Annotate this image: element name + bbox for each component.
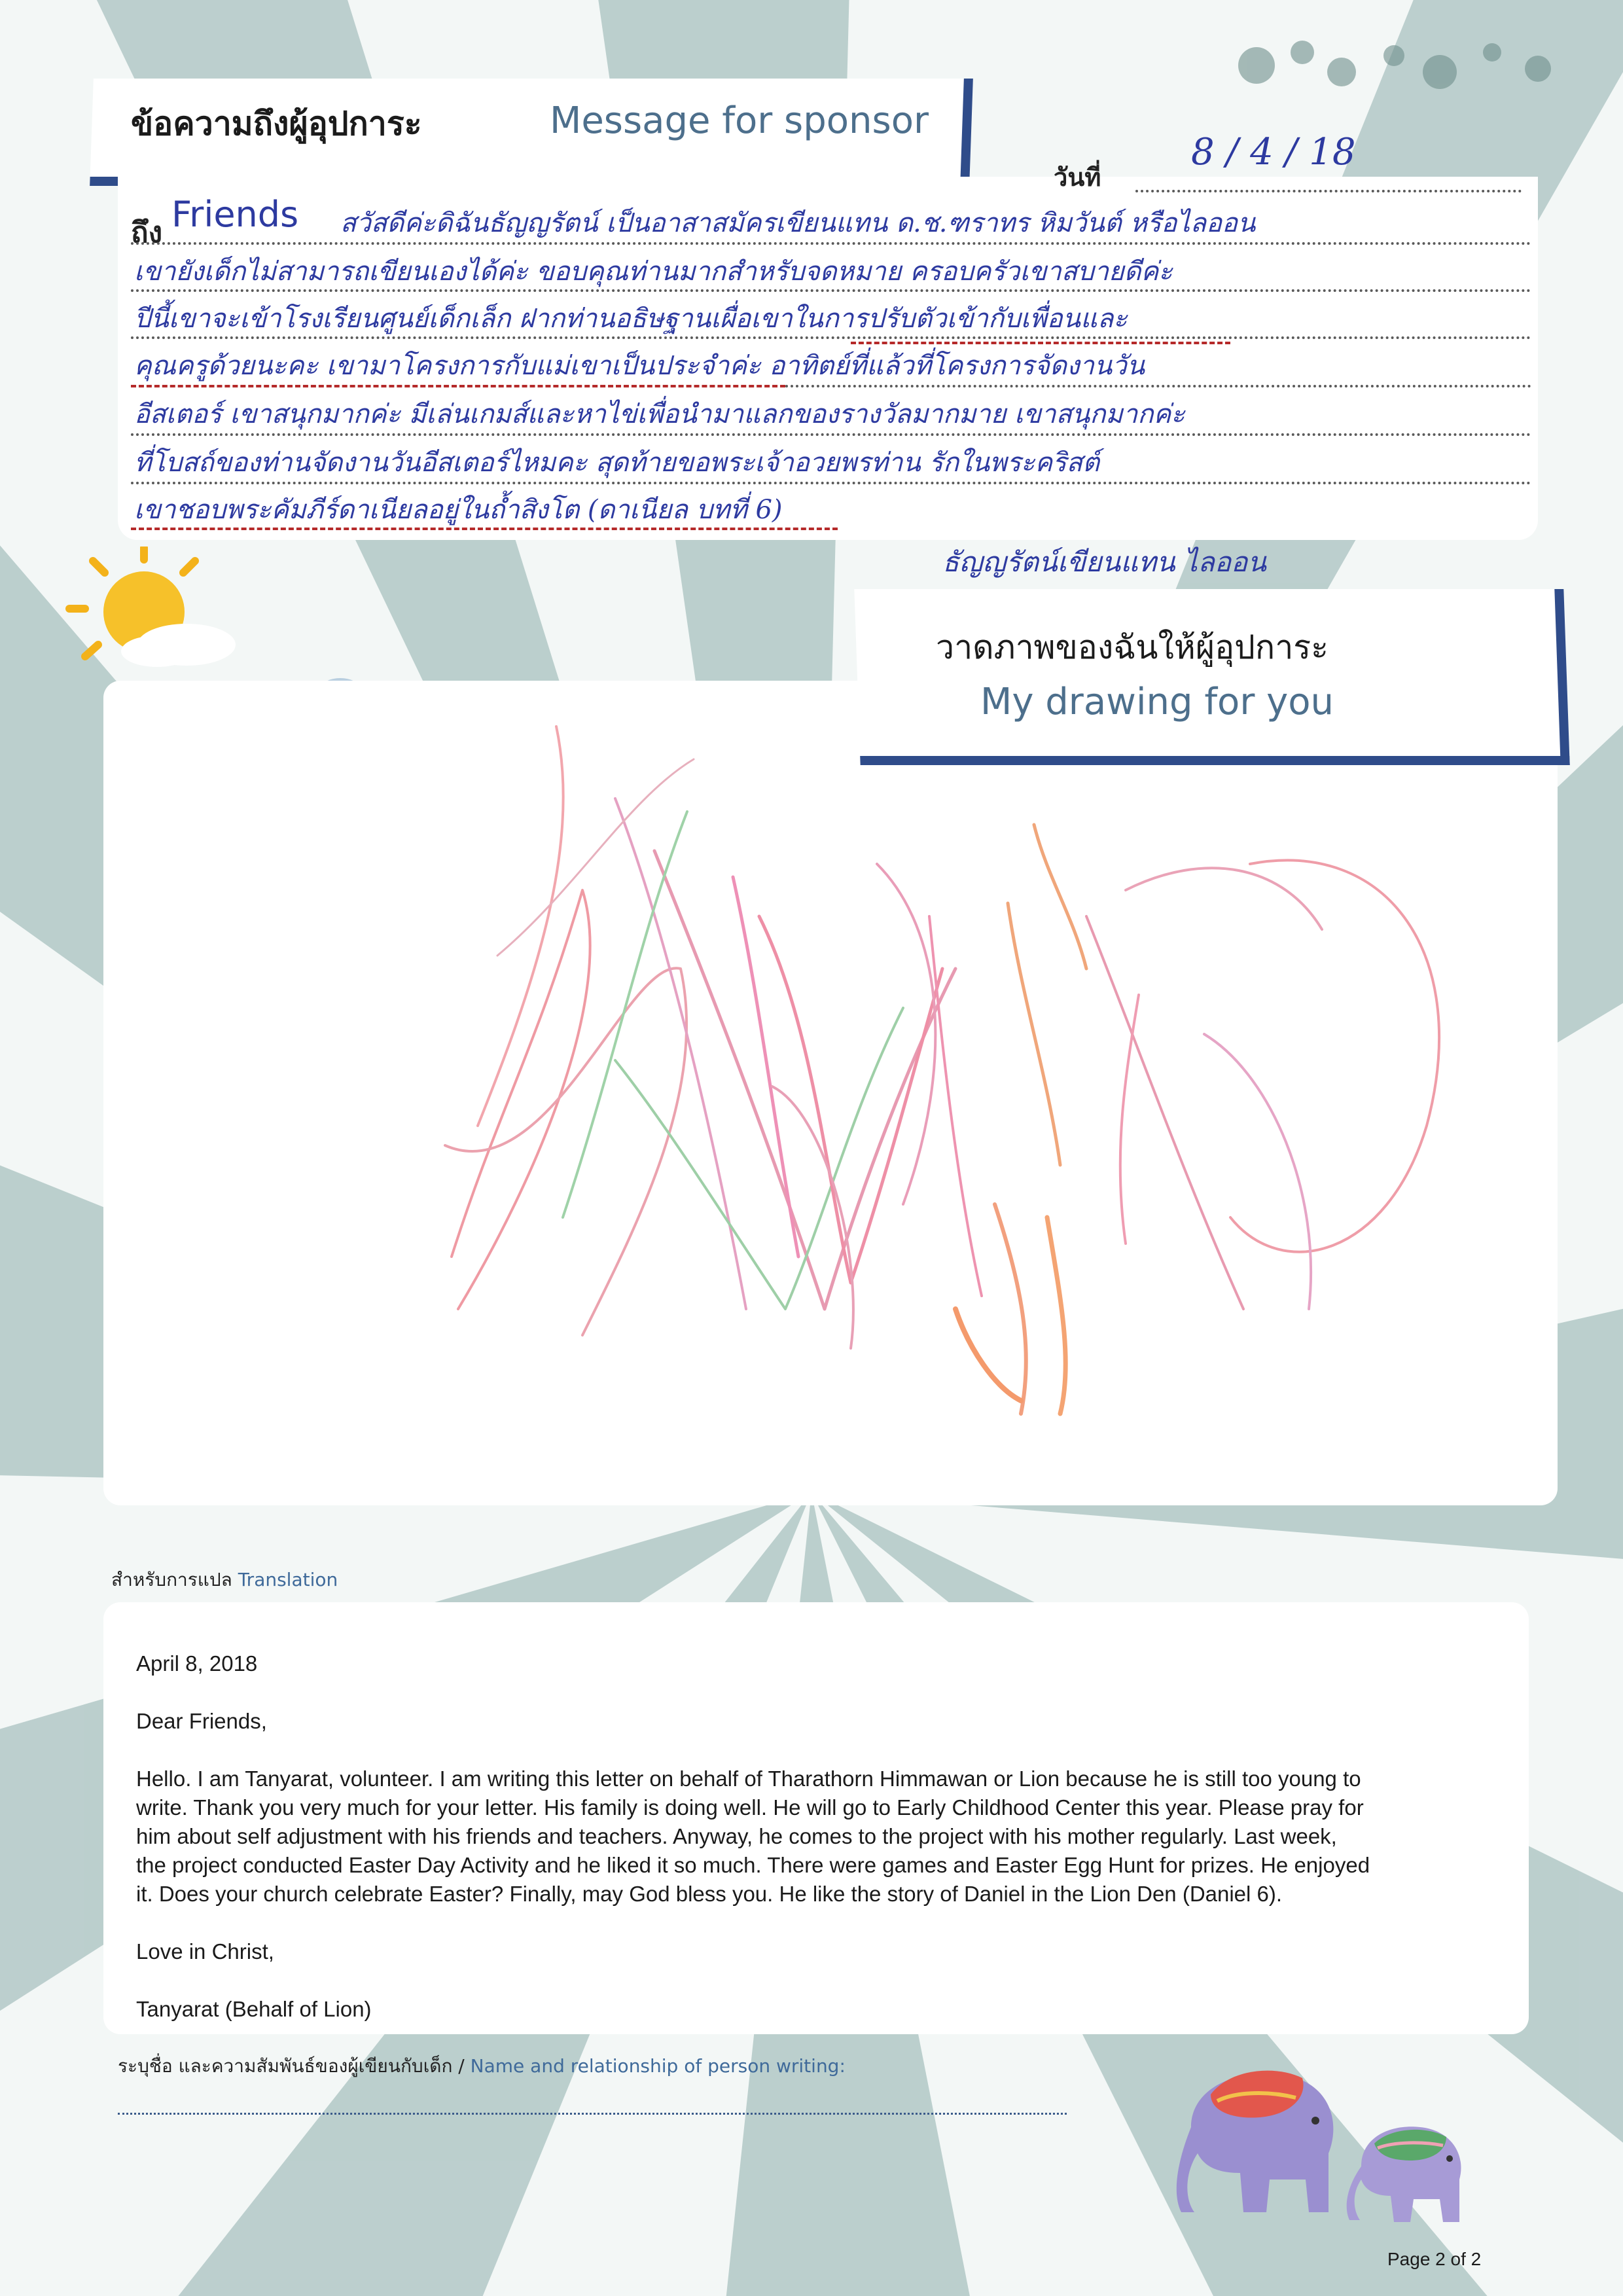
- salutation-label: ถึง: [131, 216, 163, 249]
- translation-closing: Love in Christ,: [136, 1939, 274, 1964]
- drawing-title-thai: วาดภาพของฉันให้ผู้อุปการะ: [936, 628, 1329, 666]
- salutation-name: Friends: [171, 194, 299, 235]
- letter-line-1: สวัสดีค่ะดิฉันธัญญรัตน์ เป็นอาสาสมัครเขียนแทน ด.ช.ฑราทร หิมวันต์ หรือไลออน: [340, 208, 1256, 238]
- letter-rule-5: [131, 433, 1531, 436]
- date-rule: [1135, 190, 1522, 192]
- letter-line-3: ปีนี้เขาจะเข้าโรงเรียนศูนย์เด็กเล็ก ฝากท่านอธิษฐานเผื่อเขาในการปรับตัวเข้ากับเพื่อนและ: [134, 304, 1128, 334]
- page-number: Page 2 of 2: [1387, 2249, 1482, 2269]
- writer-label-thai: ระบุชื่อ และความสัมพันธ์ของผู้เขียนกับเด็ก /: [118, 2055, 465, 2077]
- elephant-icon: [1165, 2042, 1492, 2238]
- letter-underline-red-2: [131, 385, 785, 387]
- letter-rule-3: [131, 336, 1531, 339]
- letter-line-4: คุณครูด้วยนะคะ เขามาโครงการกับแม่เขาเป็นประจำค่ะ อาทิตย์ที่แล้วที่โครงการจัดงานวัน: [134, 351, 1145, 381]
- letter-line-2: เขายังเด็กไม่สามารถเขียนเองได้ค่ะ ขอบคุณท่านมากสำหรับจดหมาย ครอบครัวเขาสบายดีค่ะ: [134, 257, 1173, 287]
- writer-field-line[interactable]: [118, 2113, 1067, 2115]
- writer-label-english: Name and relationship of person writing:: [470, 2055, 846, 2077]
- letter-signature: ธัญญรัตน์เขียนแทน ไลออน: [942, 546, 1266, 578]
- sun-icon: [65, 547, 236, 677]
- letter-rule-2: [131, 289, 1531, 292]
- decorative-circles-icon: [1230, 26, 1571, 105]
- letter-line-7: เขาชอบพระคัมภีร์ดาเนียลอยู่ในถ้ำสิงโต (ดาเนียล บทที่ 6): [134, 495, 783, 525]
- writer-label: [118, 2052, 846, 2081]
- translation-greeting: Dear Friends,: [136, 1709, 267, 1733]
- translation-signature: Tanyarat (Behalf of Lion): [136, 1997, 372, 2021]
- drawing-title-english: My drawing for you: [980, 681, 1334, 723]
- translation-label-english: Translation: [238, 1569, 338, 1590]
- translation-date: April 8, 2018: [136, 1651, 258, 1676]
- letter-rule-1: [131, 242, 1531, 245]
- letter-rule-4: [785, 385, 1531, 387]
- translation-body-line-5: it. Does your church celebrate Easter? Finally, may God bless you. He like the story of Daniel in the Lion Den (Daniel 6).: [136, 1882, 1283, 1906]
- date-value: 8 / 4 / 18: [1191, 131, 1356, 173]
- child-scribble-drawing: [366, 720, 1479, 1427]
- letter-line-6: ที่โบสถ์ของท่านจัดงานวันอีสเตอร์ไหมคะ สุดท้ายขอพระเจ้าอวยพรท่าน รักในพระคริสต์: [134, 448, 1100, 478]
- translation-body-line-2: write. Thank you very much for your letter. His family is doing well. He will go to Early Childhood Center this year. Please pray for: [136, 1795, 1364, 1820]
- message-title-english: Message for sponsor: [550, 99, 929, 142]
- translation-body-line-4: the project conducted Easter Day Activity and he liked it so much. There were games and Easter Egg Hunt for prizes. He enjoyed: [136, 1853, 1370, 1877]
- translation-body-line-3: him about self adjustment with his friends and teachers. Anyway, he comes to the project with his mother regularly. Last week,: [136, 1824, 1337, 1848]
- letter-line-5: อีสเตอร์ เขาสนุกมากค่ะ มีเล่นเกมส์และหาไข่เพื่อนำมาแลกของรางวัลมากมาย เขาสนุกมากค่ะ: [134, 399, 1185, 429]
- letter-rule-6: [131, 482, 1531, 484]
- date-label: วันที่: [1054, 163, 1101, 192]
- translation-body-line-1: Hello. I am Tanyarat, volunteer. I am writing this letter on behalf of Tharathorn Himmawan or Lion because he is still too young to: [136, 1767, 1361, 1791]
- letter-underline-red-3: [131, 528, 838, 530]
- message-title-thai: ข้อความถึงผู้อุปการะ: [131, 105, 422, 143]
- translation-label: [111, 1566, 338, 1594]
- translation-label-thai: สำหรับการแปล: [111, 1569, 232, 1590]
